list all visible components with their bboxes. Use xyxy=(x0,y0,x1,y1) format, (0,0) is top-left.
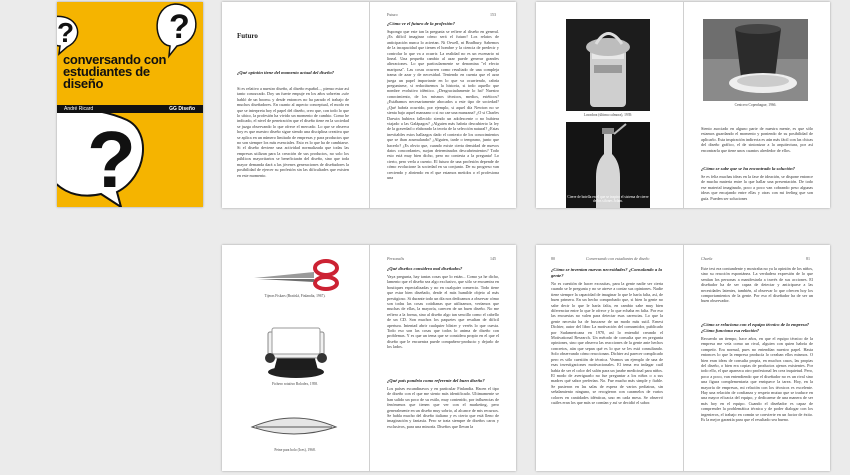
spread-1[interactable] xyxy=(222,2,516,208)
cover-footer xyxy=(57,105,203,113)
running-header: Personalis xyxy=(387,256,405,261)
photo-caption: Tijeras Fiskars (Bratislá, Finlandia, 1967). xyxy=(264,294,326,298)
cover-author: André Ricard xyxy=(64,106,94,112)
rolodex-illustration xyxy=(260,320,332,380)
cover-publisher: GG Diseño xyxy=(169,106,195,112)
body-text: Este test era contundente y mostraba no ya la opinión de los niños, sino su reacción espontánea. La verdadera expresión de lo que sentían los personas a manifestarla a través de sus acciones. El diseñador ha de ser capaz de detectar y anticiparse a las necesidades latentes, también, al observar lo que ofrecen hoy los comportamientos de la gente. Por eso el diseñador ha de ser un buen observador. xyxy=(701,266,813,304)
chapter-title: Futuro xyxy=(237,32,258,40)
photo-caption: Peine para bolo (Ices), 1968. xyxy=(274,448,316,452)
book-cover[interactable] xyxy=(57,2,203,207)
scissors-illustration xyxy=(250,258,340,292)
page-number: 145 xyxy=(490,256,496,261)
running-header: Conversando con estudiantes de diseño xyxy=(586,256,650,261)
body-text: Vaya pregunta, hay tantas cosas que lo están... Como ya he dicho, lamento que el diseño sea algo exclusivo, que sólo se encuentra en boutiques especializadas y no en cualquier comercio. Todo tiene que estar bien diseñado, desde el más humilde objeto al más prestigioso. Si durante todo un día nos dedicamos a observar cómo son todas las cosas cotidianas que utilizamos, veríamos que muchas de ellas, la mayoría, carecen de un buen diseño. No me refiero a la forma, sino al diseño algo tan sencillo como el cabello de un CD. Son muchos los paquetes que resultan de difícil apertura. Intentad abrir cualquier blister y veréis lo que cuesta. Todo eso son las cosas que todos lo anima de diseño con problemas. Y es que un tema que se considera propio en el que el diseño que le encuentra puede compañero-producto y dejarlo de los lados. xyxy=(387,274,499,350)
ashtray-photo xyxy=(703,19,808,101)
running-header: Charla xyxy=(701,256,713,261)
section-heading: ¿Cómo se sabe que se ha encontrado la solución? xyxy=(701,166,795,171)
spread-2[interactable] xyxy=(536,2,830,208)
question-mark-icon: ? xyxy=(169,8,190,46)
section-heading: ¿Cómo ve el futuro de la profesión? xyxy=(387,21,455,26)
photo-caption: Cierre de botella en el que se inspiro el sistema de cierre de los sifones Jofam. xyxy=(567,195,649,204)
body-text: Recuerdo un tiempo, hace años, en que el equipo técnico de la empresa me veía como un rival, alguien con quien habría de competir. Era normal, pues no entendían nuestro papel. Hasta entonces lo que la empresa producía lo creaban ellos mismos. O bien eran ideas de consulta propia, en muchos casos, las propias del diseño, o bien era copias de productos ajenos existentes. Por todo ello, el que aparezca otro profesional les crea inquietud. Pero, poco a poco, van entendiendo que el diseñador no es un rival sino una figura complementaria que enriquece la tarea. Hoy, en la mayoría de empresas, mi relación con los técnicos es excelente. Hay una relación de confianza y respeto mutuo que se traduce en una mayor eficacia del equipo, y dedicarme de una manera de ser más hoy en el equipo. Cuando el diseñador es capaz de comprender la problemática técnica y de poder dialogar con los ingenieros, el trabajo en común se convierte en un factor de éxito. Es la mejor garantía para que el resultado sea bueno. xyxy=(701,336,813,423)
photo-caption: Cenicero Copenhague, 1966. xyxy=(734,103,777,107)
photo-caption: Fichero rotativo Rolodex, 1958. xyxy=(271,382,318,386)
body-text: Supongo que este tan la pregunta se refiere al diseño en general. ¡Es difícil imaginar cómo será el futuro! Los relatos de anticipación nunca lo aciertan. Ni Orwell, ni Bradbury. Sabemos de la incapacidad que tienen el hombre y la ciencia de predecir y controlar lo que va a ocurrir. La realidad no es un escenario ni lineal. Una pequeña cambio al azar puede generar grandes alteraciones. Lo que particularmente se denomina "el efecto mariposa". Las cosas ocurren como resultado de una compleja trama de azar y de necesidad. Teniendo en cuenta que el azar juega un papel importante en lo que va ocurriendo, cabría preguntarse, si redactásemos la historia, si todo aquello que nombre evolutivo idéntico. ¿Desgraciadamente lo ha? Nuestro conocimiento, de los mismos técnicos, medios, estéticos? ¿Estábamos necesariamente abocados a este tipo de sociedad? ¿Qué habría ocurrido, por ejemplo, si aquel día Newton no se sienta bajo aquel manzano o si no cae una manzana? ¿O si Charles Darwin hubiera fallecido siendo un adolescente o no hubiera viajado a las Galápagos? ¿Alguien más habría descubierto la ley de la gravedad o elaborado la teoría de la selección natural? ¿Estas inevitables estos hallazgos dado el contexto de los conocimientos que se iban acumulando? ¿Alguien, tarde o temprano, junto que hacerlo? ¿Es obvio que, cuando existe cierta densidad de nuevos datos concordantes, surjan determinados descubrimientos? Todo esto está muy bien dicho, pero no contesta a la pregunta! Lo cierto, pero verla a cuento. El futuro de una profesión depende de cómo evolucione la sociedad en su conjunto. De su progreso van creciendo y abriendo en el que estamos metidos o el profesiona una xyxy=(387,29,499,180)
page-number: 81 xyxy=(806,256,810,261)
section-heading: ¿Qué opinión tiene del momento actual del diseño? xyxy=(237,70,335,75)
cover-title: conversando con estudiantes de diseño xyxy=(63,52,167,91)
body-text: No es cuestión de hacer excusitas, para la gente nadie ser cierta cuando se le pregunta y no se atreve a contar sus opiniones. Nadie tiene siempre la capacidad de imaginar lo que le haría falta, así, de buen primera. En un hecho comprobado que, si bien la gente no sabe decir lo que le haría falta, en cambio sabe muy bien diferenciar entre lo que le ofrece y lo que echaba en falta. Por eso las encuestas no valen para detectar esas carencias. Lo que la gente necesita ha de buscarse de un modo más sutil. Ernest Dichter, autor del libro La motivación del consumidor, publicado por Sudamericana en 1970, así lo entendió creando el Motivational Research. Un método de consulta que en pregunta opiniones, sino que observa las reacciones de la gente ante hechos concretos, aún que sepan qué es lo que se les está consultando. Solo observando cómo reaccionan. Dichter así parecer complicado pero es sólo cuestión de técnica. Veamos un ejemplo de una de esas investigaciones motivacionales. El tema era indagar cuál había de ser el color del salón para un jarabe medicinal para niños. El modo de averiguarlo no fue preguntar a los niños o a sus madres qué sabor preferían. No. Fue mucho más simple y fiable. Se pusieron en las salas de espera de varios pediatras, sin señalamiento ninguno, se recogieron con caramelos de varios colores en cantidades idénticas, uno en cada mesa. Se observó cuáles eran los que más se comían y así se decidió el sabor. xyxy=(551,281,663,405)
page-number: 153 xyxy=(490,12,496,17)
running-header: Futuro xyxy=(387,12,398,17)
question-mark-icon: ? xyxy=(57,17,75,48)
spread-3[interactable] xyxy=(222,245,516,471)
body-text: Si es relativo a nuestro diseño, al diseño español..., pienso estar así tanto conozcado. Doy un fuerte empuje en los años sobretm «sóe habló de un boom» y desde entonces no ha parado el trabajo de muchos diseñadores. En cuanto al aspecto conceptual, el modo en que se interpreta hoy el papel del diseño, creo que, con todo lo que lo ubico, la profesión ha vivido un momento de cambio. Como he indicado, el nivel de penetración que el diseño tiene en la sociedad se juzga observando lo que ofrece el mercado. Lo que se observa hoy es que nuestro diseño sigue siendo una disciplina creativa que se aplica en un número limitado de empresas y para productos que no son siempre los más esenciales. Esto es lo que ha de cambiarse. Si el diseño deviene una actividad normalizada que todas las empresas utilizan para la creación de sus productos, no solo los públicos mayoritarios se beneficiarán del diseño, sino que toda mayor demanda dará a las jóvenes generaciones de diseñadores la posibilidad de ejercer su profesión sin las dificultades que existen en este momento. xyxy=(237,86,349,178)
section-heading: ¿Qué diseños considera mal diseñados? xyxy=(387,266,463,271)
body-text: Se es feliz muchas ideas en la fase de ideación, se dispone entonce de mucha materia entre la que hallar una presentación. De todo ese material imaginado, poco a poco van cobrando peso algunas ideas que encajando entre ellas y otras con mi feeling que son guía. Pueden ser soluciones xyxy=(701,174,813,201)
photo-caption: Lavadora (última calmora), 1939. xyxy=(583,113,633,117)
question-mark-icon: ? xyxy=(87,115,136,204)
washing-machine-photo xyxy=(566,19,650,111)
comb-illustration xyxy=(244,405,344,445)
spread-4[interactable] xyxy=(536,245,830,471)
section-heading: ¿Cómo se inventan nuevas necesidades? ¿Consolando a la gente? xyxy=(551,267,662,278)
page-number: 80 xyxy=(551,256,555,261)
body-text: Siento asociado en alguno parte de nuestra mente, es que sólo estamos guardando el momento y poniendo de su posibilidad de aplicarlo. Esta inspiración indirecta es aún más fácil con las chicas del diseño gráfico, el de sintonizar a la arquitectura, por así encontrarla que tiene unos cuantos alrededor de ellos. xyxy=(701,126,813,153)
body-text: Los países escandinavos y en particular Finlandia. Hacen el tipo de diseño con el que me siento más identificado. Ultimamente se han salido un poco de su estilo, muy contenido, por influencias de fenómenos que tienen que ver con el marketing, pero generalmente en un diseño muy sobrio, al alcance de mis recursos. Se habla mucho del diseño italiano y es cierto que está lleno de imaginación y fantasía. Pero se trata siempre de diseños caros y exclusivos, para una minoría. Diseños que llevan la xyxy=(387,386,499,429)
section-heading: ¿Cómo se relaciona con el equipo técnico de la empresa? ¿Cómo funciona esa relación? xyxy=(701,322,810,333)
section-heading: ¿Qué país pondría como referente del buen diseño? xyxy=(387,378,485,383)
